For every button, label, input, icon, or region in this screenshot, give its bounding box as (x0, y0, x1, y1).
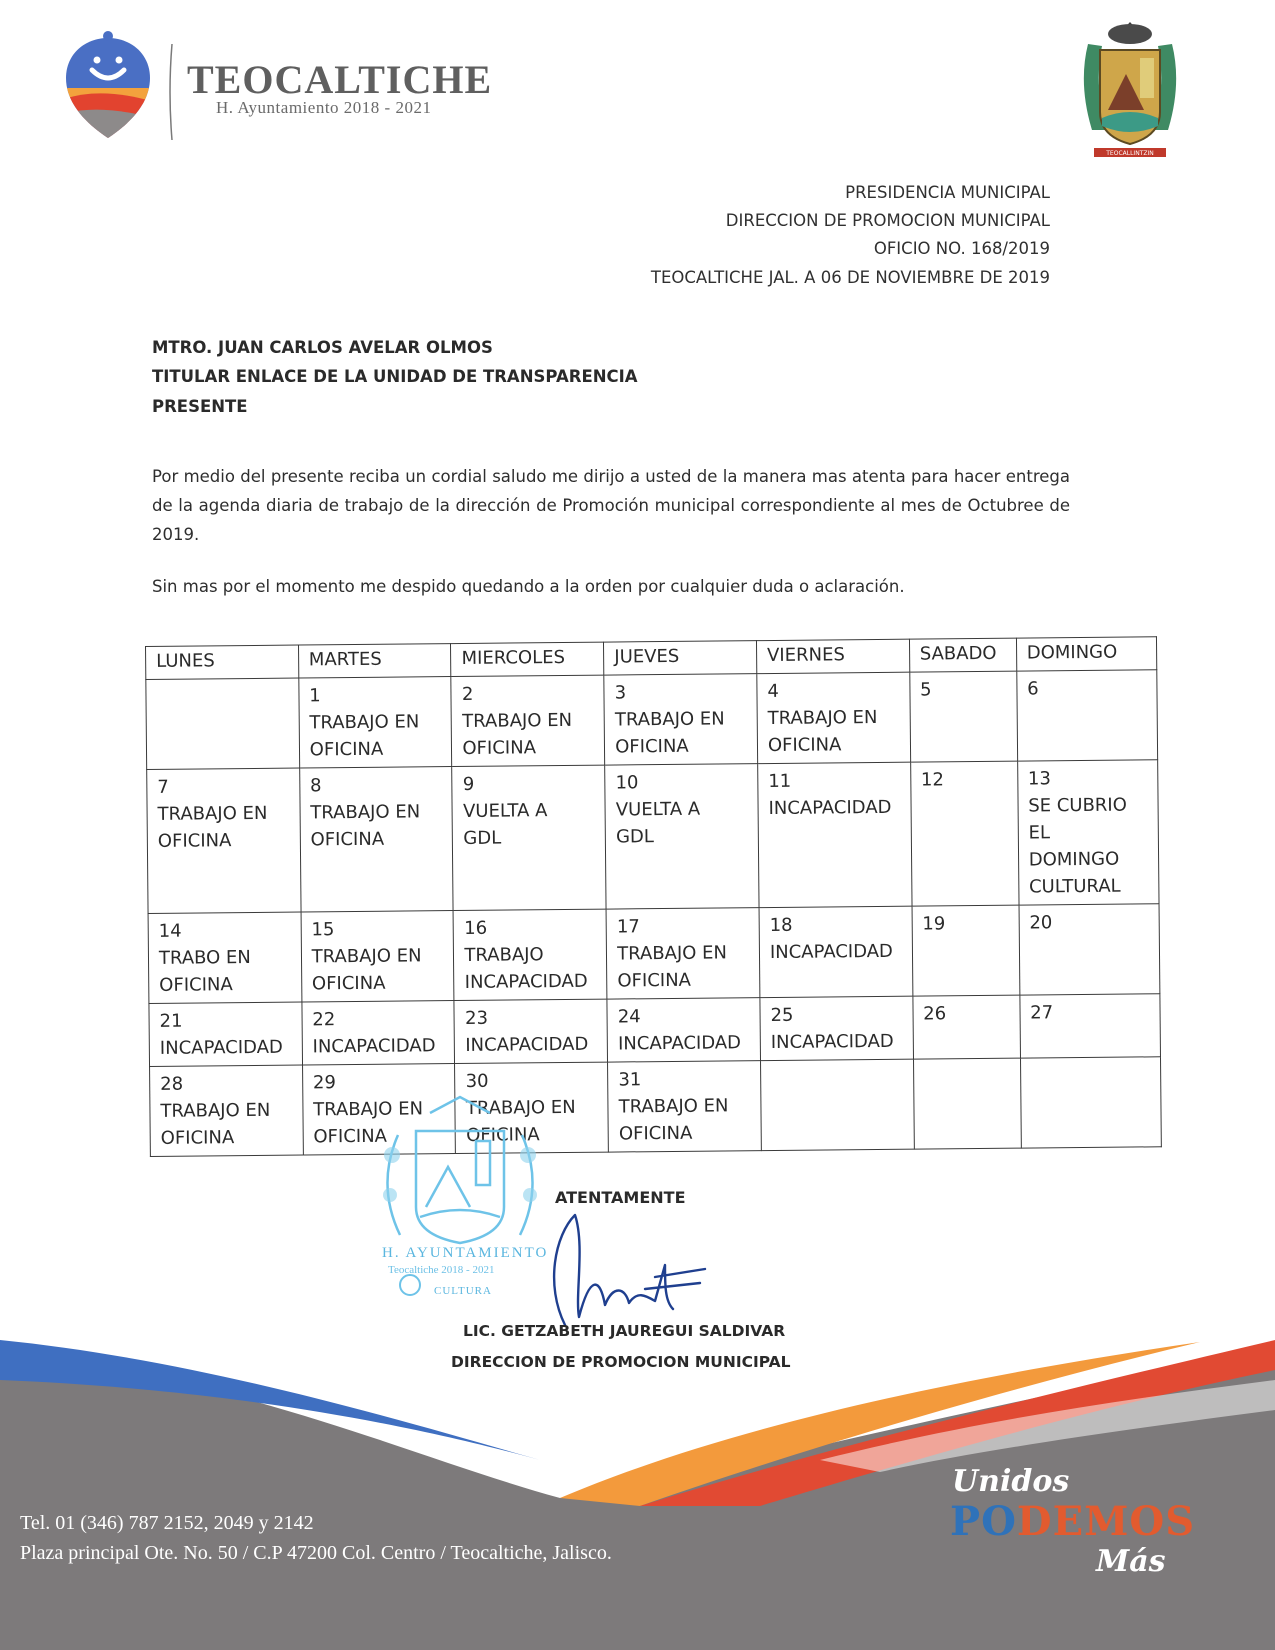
calendar-day-cell (299, 677, 453, 768)
day-number: 27 (1030, 1002, 1054, 1024)
day-activity (1031, 1061, 1150, 1062)
calendar-week-row (147, 760, 1159, 914)
agenda-calendar (145, 636, 1162, 1157)
day-number: 7 (157, 776, 169, 798)
day-activity: TRABAJO EN OFICINA (767, 706, 878, 757)
calendar-day-cell (759, 906, 913, 997)
weekday-header: JUEVES (604, 641, 757, 675)
day-number: 24 (617, 1006, 641, 1028)
day-activity: TRABO EN OFICINA (158, 946, 251, 996)
calendar-day-cell (148, 912, 302, 1003)
calendar-day-cell (301, 911, 455, 1002)
atentamente-label: ATENTAMENTE (555, 1188, 686, 1207)
weekday-header: LUNES (146, 645, 299, 679)
calendar-day-cell (1020, 994, 1161, 1058)
day-number: 11 (768, 770, 792, 793)
calendar-day-cell (607, 998, 760, 1062)
ref-presidencia: PRESIDENCIA MUNICIPAL (845, 183, 1050, 202)
day-number: 12 (920, 769, 945, 791)
slogan-mas: Más (1096, 1544, 1166, 1579)
day-activity: TRABAJO EN OFICINA (617, 942, 728, 992)
brand-name: TEOCALTICHE (187, 57, 493, 102)
calendar-day-cell (913, 1058, 1021, 1149)
calendar-day-cell (760, 996, 913, 1060)
day-number: 23 (464, 1007, 489, 1029)
day-activity: TRABAJO EN OFICINA (618, 1095, 729, 1145)
day-number: 10 (615, 772, 639, 794)
calendar-day-cell (909, 671, 1017, 762)
day-activity: TRABAJO EN OFICINA (313, 1098, 424, 1148)
day-number (156, 683, 288, 684)
calendar-day-cell (757, 672, 911, 763)
day-activity: TRABAJO EN OFICINA (157, 802, 268, 852)
calendar-day-cell (606, 908, 760, 999)
calendar-day-cell (299, 767, 453, 912)
day-number: 4 (767, 680, 779, 703)
day-number (1031, 1061, 1150, 1062)
body-paragraph: Por medio del presente reciba un cordial saludo me dirijo a usted de la manera mas atenta para hacer entrega de la agenda diaria de trabajo de la dirección de Promoción municipal correspondiente al mes de Octubree de 2019. (152, 467, 1070, 544)
calendar-week-row (150, 1057, 1162, 1157)
signer-name: LIC. GETZABETH JAUREGUI SALDIVAR (463, 1322, 786, 1340)
weekday-header: MIERCOLES (451, 642, 604, 676)
footer-wave-band (0, 1310, 1275, 1650)
day-number: 26 (923, 1003, 947, 1025)
day-activity: INCAPACIDAD (617, 1032, 742, 1055)
ref-date: TEOCALTICHE JAL. A 06 DE NOVIEMBRE DE 2019 (650, 268, 1050, 287)
calendar-day-cell (913, 995, 1021, 1059)
calendar-day-cell (149, 1002, 302, 1066)
seal-text-ayuntamiento: H. AYUNTAMIENTO (382, 1245, 549, 1261)
footer-phone: Tel. 01 (346) 787 2152, 2049 y 2142 (20, 1512, 314, 1534)
day-activity: INCAPACIDAD (159, 1036, 283, 1059)
day-activity: TRABAJO EN OFICINA (309, 711, 420, 761)
day-activity: INCAPACIDAD (769, 940, 893, 964)
calendar-day-cell (146, 678, 300, 769)
day-activity: INCAPACIDAD (465, 1033, 589, 1056)
weekday-header: VIERNES (756, 639, 909, 673)
day-number: 2 (461, 683, 474, 705)
day-number (924, 1063, 1010, 1064)
recipient-role: TITULAR ENLACE DE LA UNIDAD DE TRANSPARENCIA (152, 367, 638, 386)
day-activity: TRABAJO EN OFICINA (465, 1096, 576, 1146)
day-number: 14 (158, 920, 182, 942)
day-number: 3 (614, 682, 627, 704)
day-number: 8 (309, 775, 322, 797)
calendar-week-row (148, 904, 1160, 1004)
day-activity: TRABAJO EN OFICINA (311, 945, 422, 995)
calendar-day-cell (302, 1001, 455, 1065)
weekday-header: DOMINGO (1016, 637, 1157, 671)
day-number: 18 (769, 914, 793, 937)
day-activity (156, 683, 288, 684)
calendar-day-cell (758, 762, 912, 907)
header-divider (168, 44, 174, 140)
day-activity: TRABAJO EN OFICINA (310, 801, 421, 851)
calendar-day-cell (454, 909, 608, 1000)
day-activity: INCAPACIDAD (312, 1035, 436, 1058)
day-number: 16 (464, 917, 488, 939)
day-activity: VUELTA A GDL (615, 798, 701, 848)
day-number: 29 (312, 1072, 336, 1094)
weekday-header: SABADO (909, 638, 1016, 672)
calendar-day-cell (604, 674, 758, 765)
calendar-day-cell (760, 1059, 914, 1150)
calendar-day-cell (910, 761, 1018, 906)
day-number: 6 (1027, 678, 1039, 700)
seal-text-years: Teocaltiche 2018 - 2021 (388, 1264, 495, 1276)
day-number: 1 (309, 685, 321, 707)
recipient-presente: PRESENTE (152, 397, 248, 416)
ref-direccion: DIRECCION DE PROMOCION MUNICIPAL (725, 211, 1050, 230)
slogan-podemos-part2: DEMOS (1016, 1498, 1196, 1545)
teocaltiche-logo-icon (62, 30, 154, 142)
day-activity: VUELTA A GDL (462, 800, 548, 849)
day-number: 5 (920, 679, 932, 701)
day-activity: TRABAJO INCAPACIDAD (464, 944, 588, 993)
day-number: 19 (922, 913, 946, 935)
day-number: 30 (465, 1070, 489, 1092)
day-number (771, 1064, 903, 1065)
footer-address: Plaza principal Ote. No. 50 / C.P 47200 Col. Centro / Teocaltiche, Jalisco. (20, 1542, 612, 1564)
day-number: 20 (1029, 912, 1053, 934)
day-activity: TRABAJO EN OFICINA (160, 1099, 271, 1149)
day-number: 21 (159, 1010, 183, 1032)
calendar-week-row (149, 994, 1161, 1067)
weekday-header: MARTES (298, 644, 451, 678)
municipal-crest-icon (1074, 14, 1186, 164)
brand-subtitle: H. Ayuntamiento 2018 - 2021 (216, 98, 432, 117)
day-activity (924, 1063, 1010, 1064)
calendar-day-cell (1019, 904, 1160, 995)
calendar-day-cell (1017, 760, 1159, 905)
calendar-day-cell (1016, 670, 1157, 761)
day-number: 9 (462, 773, 475, 795)
day-number: 31 (618, 1069, 642, 1091)
signer-title: DIRECCION DE PROMOCION MUNICIPAL (451, 1353, 791, 1371)
day-activity: TRABAJO EN OFICINA (614, 708, 725, 758)
day-activity (771, 1064, 903, 1065)
closing-line: Sin mas por el momento me despido quedando a la orden por cualquier duda o aclaración. (152, 577, 905, 596)
ref-oficio: OFICIO NO. 168/2019 (873, 239, 1050, 258)
calendar-day-cell (451, 675, 605, 766)
day-number: 22 (312, 1009, 336, 1031)
crest-label: TEOCALLINTZIN (1106, 150, 1154, 157)
day-number: 17 (616, 916, 640, 938)
calendar-day-cell (147, 768, 301, 913)
recipient-name: MTRO. JUAN CARLOS AVELAR OLMOS (152, 338, 493, 357)
calendar-week-row (146, 670, 1158, 770)
slogan-unidos: Unidos (952, 1464, 1070, 1499)
calendar-day-cell (608, 1061, 762, 1152)
day-number: 25 (770, 1004, 794, 1027)
calendar-day-cell (912, 905, 1020, 996)
day-activity: TRABAJO EN OFICINA (462, 709, 573, 759)
day-number: 28 (160, 1073, 184, 1095)
calendar-day-cell (1020, 1057, 1161, 1148)
day-activity: INCAPACIDAD (768, 796, 892, 820)
calendar-day-cell (452, 765, 606, 910)
day-number: 15 (311, 919, 335, 941)
calendar-day-cell (150, 1065, 304, 1156)
slogan-podemos-part1: PO (950, 1498, 1017, 1545)
seal-text-cultura: CULTURA (434, 1285, 492, 1297)
slogan-podemos (950, 1498, 1195, 1545)
day-number: 13 (1027, 768, 1052, 790)
calendar-day-cell (605, 764, 759, 909)
day-activity: INCAPACIDAD (770, 1030, 894, 1054)
day-activity: SE CUBRIO EL DOMINGO CULTURAL (1028, 794, 1127, 898)
calendar-day-cell (454, 999, 607, 1063)
